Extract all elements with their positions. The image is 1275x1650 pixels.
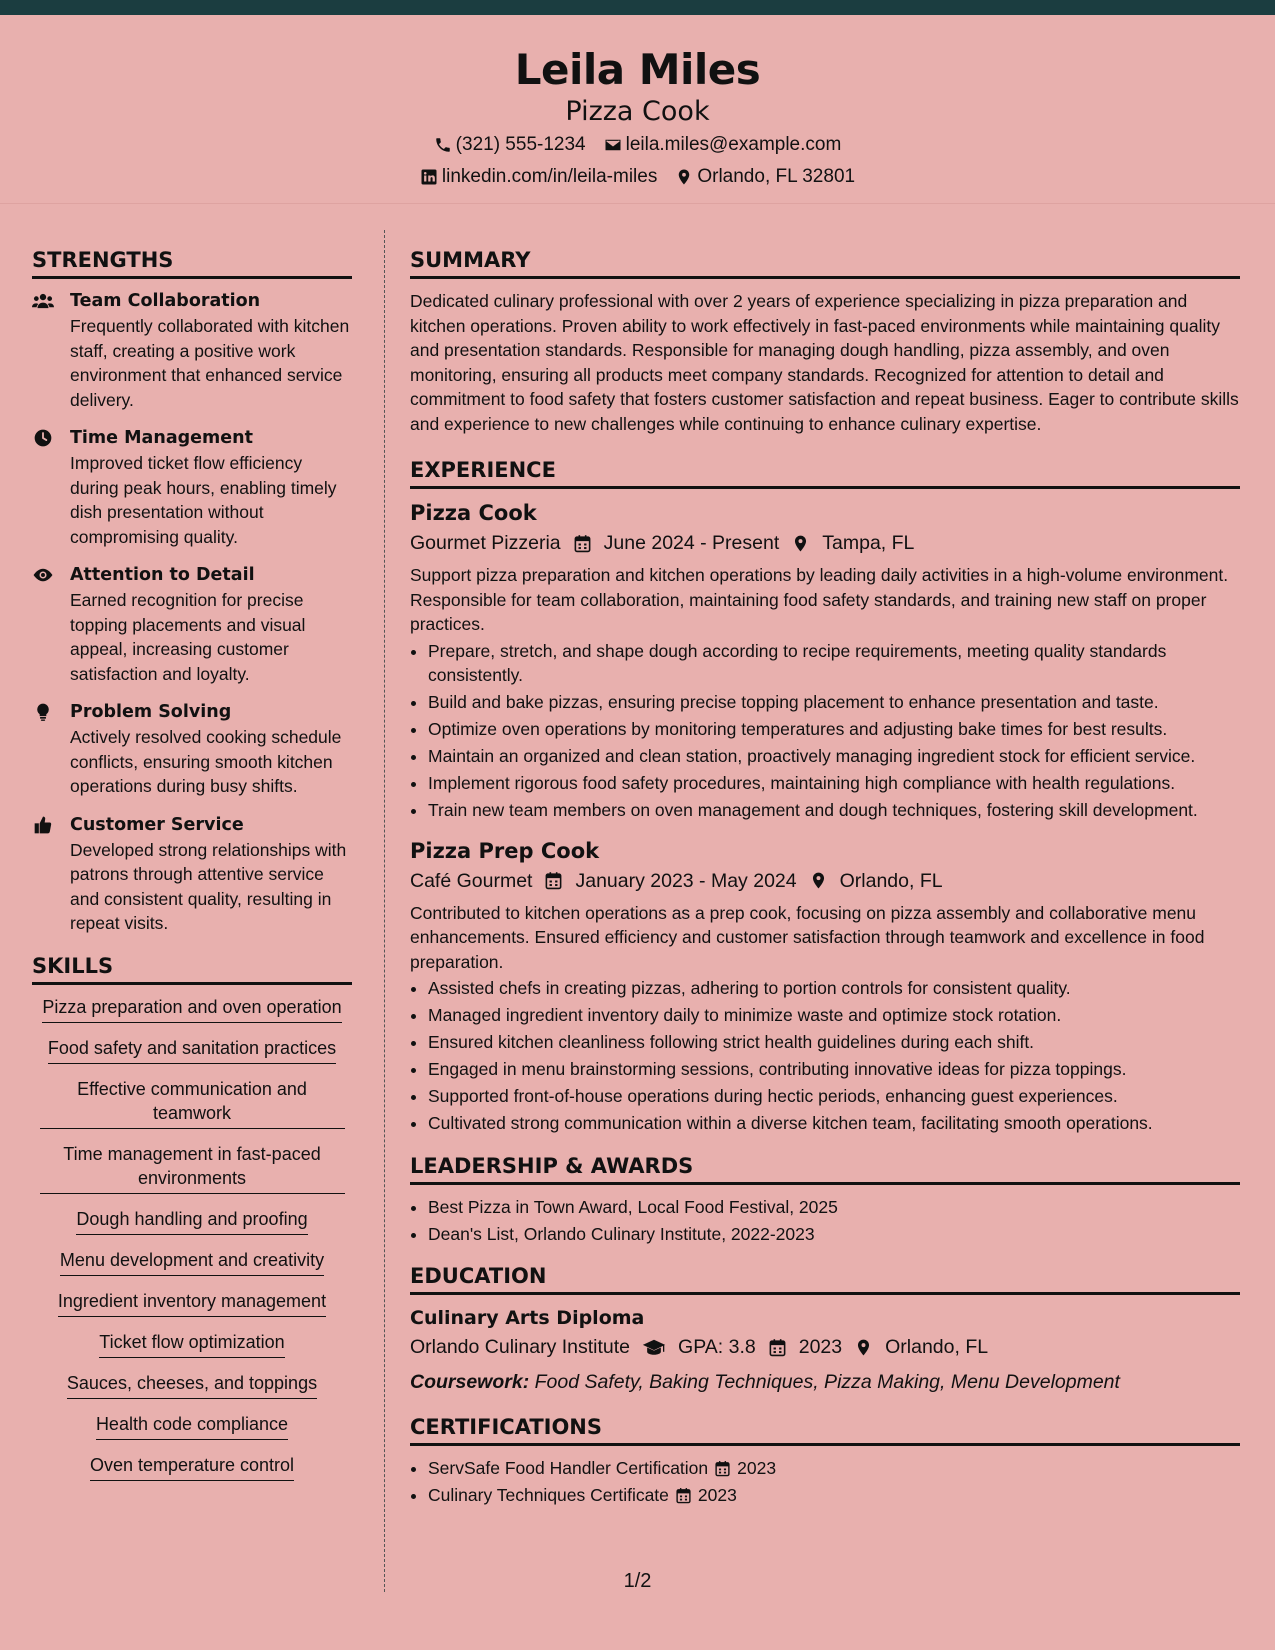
contact-row-2 xyxy=(0,161,1275,193)
job-company: Café Gourmet xyxy=(410,869,533,892)
left-column xyxy=(32,244,352,1494)
strength-item xyxy=(32,289,352,412)
skill-item: Oven temperature control xyxy=(90,1453,294,1481)
certification-name: • ServSafe Food Handler Certification xyxy=(428,1458,709,1478)
skill-item: Effective communication and teamwork xyxy=(40,1077,345,1129)
phone-icon xyxy=(434,136,452,154)
page-number: 1/2 xyxy=(623,1570,652,1592)
bullet-item: • Prepare, stretch, and shape dough according to recipe requirements, meeting quality standards consistently. xyxy=(428,639,1240,688)
contact-row-1 xyxy=(0,129,1275,161)
graduation-cap-icon xyxy=(642,1338,666,1357)
education-heading: EDUCATION xyxy=(410,1260,1240,1295)
certifications-heading: CERTIFICATIONS xyxy=(410,1411,1240,1446)
envelope-icon xyxy=(604,136,622,154)
bullet-item: • Optimize oven operations by monitoring temperatures and adjusting bake times for best results. xyxy=(428,717,1240,742)
bullet-item: • Engaged in menu brainstorming sessions, contributing innovative ideas for pizza toppings. xyxy=(428,1057,1240,1082)
linkedin-text[interactable]: linkedin.com/in/leila-miles xyxy=(441,166,658,187)
coursework-label: Coursework: xyxy=(410,1371,530,1393)
job-title: Pizza Cook xyxy=(410,501,537,525)
map-pin-icon xyxy=(791,534,810,553)
thumbs-up-icon xyxy=(32,815,54,835)
job-location: Orlando, FL xyxy=(839,869,943,892)
job-title: Pizza Prep Cook xyxy=(410,838,600,863)
bullet-item: • Managed ingredient inventory daily to minimize waste and optimize stock rotation. xyxy=(428,1003,1240,1028)
skill-item: Pizza preparation and oven operation xyxy=(42,995,341,1023)
strength-desc: Actively resolved cooking schedule conflicts, ensuring smooth kitchen operations during busy shifts. xyxy=(70,727,342,796)
strengths-heading: STRENGTHS xyxy=(32,244,352,279)
award-item: • Dean's List, Orlando Culinary Institute, 2022-2023 xyxy=(428,1222,1240,1247)
skill-item: Sauces, cheeses, and toppings xyxy=(67,1371,317,1399)
skill-item: Time management in fast-paced environments xyxy=(40,1142,345,1194)
skill-item: Menu development and creativity xyxy=(60,1248,324,1276)
strength-desc: Frequently collaborated with kitchen staff, creating a positive work environment that enhanced service delivery. xyxy=(70,316,350,410)
resume-header xyxy=(0,15,1275,204)
right-column xyxy=(410,244,1240,1522)
strength-item xyxy=(32,700,352,799)
job-location: Tampa, FL xyxy=(822,532,915,554)
strength-item xyxy=(32,813,352,936)
school-name: Orlando Culinary Institute xyxy=(410,1336,631,1358)
awards-list xyxy=(410,1195,1240,1247)
job-company: Gourmet Pizzeria xyxy=(410,532,561,554)
skill-item: Ingredient inventory management xyxy=(58,1289,326,1317)
education-year: 2023 xyxy=(798,1336,843,1358)
skills-list xyxy=(32,995,352,1494)
calendar-icon xyxy=(544,871,563,890)
gpa: GPA: 3.8 xyxy=(678,1336,756,1358)
certification-year: 2023 xyxy=(737,1458,777,1478)
eye-icon xyxy=(32,565,54,585)
bullet-item: • Ensured kitchen cleanliness following strict health guidelines during each shift. xyxy=(428,1030,1240,1055)
bullet-item: • Train new team members on oven management and dough techniques, fostering skill development. xyxy=(428,798,1240,823)
job-dates: January 2023 - May 2024 xyxy=(575,869,797,892)
strength-title: Attention to Detail xyxy=(70,565,255,585)
bullet-item: • Assisted chefs in creating pizzas, adhering to portion controls for consistent quality. xyxy=(428,976,1240,1001)
certification-name: • Culinary Techniques Certificate xyxy=(428,1485,669,1505)
summary-text: Dedicated culinary professional with over 2 years of experience specializing in pizza preparation and kitchen operations. Proven ability to work effectively in fast-paced environments while maintaining quality and presentation standards. Responsible for managing dough handling, pizza assembly, and oven monitoring, ensuring all products meet company standards. Recognized for attention to detail and commitment to food safety that fosters customer satisfaction and repeat business. Eager to contribute skills and experience to new challenges while continuing to enhance culinary expertise. xyxy=(410,291,1239,434)
skill-item: Ticket flow optimization xyxy=(99,1330,284,1358)
award-item: • Best Pizza in Town Award, Local Food Festival, 2025 xyxy=(428,1195,1240,1220)
contact-linkedin[interactable] xyxy=(420,161,657,193)
skill-item: Health code compliance xyxy=(96,1412,288,1440)
email-text[interactable]: leila.miles@example.com xyxy=(625,134,842,155)
job-meta xyxy=(410,865,1240,897)
job-description: Support pizza preparation and kitchen operations by leading daily activities in a high-volume environment. Responsible for team collaboration, maintaining food safety standards, and training new staff on proper practices. xyxy=(410,565,1229,634)
education-meta xyxy=(410,1331,1240,1363)
location-text: Orlando, FL 32801 xyxy=(697,166,856,187)
linkedin-icon xyxy=(420,168,438,186)
job-dates: June 2024 - Present xyxy=(603,532,780,554)
map-pin-icon xyxy=(854,1338,873,1357)
job-entry xyxy=(410,837,1240,1136)
summary-heading: SUMMARY xyxy=(410,244,1240,279)
skill-item: Food safety and sanitation practices xyxy=(48,1036,336,1064)
candidate-name: Leila Miles xyxy=(514,45,761,94)
certification-year: 2023 xyxy=(697,1485,737,1505)
strength-item xyxy=(32,426,352,549)
top-accent-bar xyxy=(0,0,1275,15)
calendar-icon xyxy=(573,534,592,553)
column-divider xyxy=(384,230,385,1592)
job-bullets xyxy=(410,976,1240,1136)
coursework xyxy=(410,1367,1240,1397)
degree-title: Culinary Arts Diploma xyxy=(410,1307,645,1329)
strength-desc: Improved ticket flow efficiency during peak hours, enabling timely dish presentation without compromising quality. xyxy=(70,453,337,547)
bullet-item: • Build and bake pizzas, ensuring precise topping placement to enhance presentation and taste. xyxy=(428,690,1240,715)
strength-title: Team Collaboration xyxy=(70,291,261,311)
calendar-icon xyxy=(714,1460,731,1477)
bullet-item: • Supported front-of-house operations during hectic periods, enhancing guest experiences. xyxy=(428,1084,1240,1109)
strength-title: Time Management xyxy=(70,428,253,448)
strength-desc: Developed strong relationships with patrons through attentive service and consistent quality, resulting in repeat visits. xyxy=(70,839,347,933)
awards-heading: LEADERSHIP & AWARDS xyxy=(410,1150,1240,1185)
clock-icon xyxy=(32,428,54,448)
job-meta xyxy=(410,527,1240,559)
phone-text: (321) 555-1234 xyxy=(455,134,586,155)
strength-title: Problem Solving xyxy=(70,702,232,722)
lightbulb-icon xyxy=(32,702,54,722)
bullet-item: • Maintain an organized and clean station, proactively managing ingredient stock for efficient service. xyxy=(428,744,1240,769)
job-bullets xyxy=(410,639,1240,823)
coursework-text: Food Safety, Baking Techniques, Pizza Making, Menu Development xyxy=(534,1371,1120,1393)
certifications-list xyxy=(410,1456,1240,1508)
experience-heading: EXPERIENCE xyxy=(410,454,1240,489)
map-pin-icon xyxy=(809,871,828,890)
education-location: Orlando, FL xyxy=(885,1336,989,1358)
skills-heading: SKILLS xyxy=(32,950,352,985)
strength-desc: Earned recognition for precise topping placements and visual appeal, increasing customer satisfaction and loyalty. xyxy=(70,590,306,684)
job-entry xyxy=(410,499,1240,823)
bullet-item: • Cultivated strong communication within a diverse kitchen team, facilitating smooth operations. xyxy=(428,1111,1240,1136)
calendar-icon xyxy=(675,1487,692,1504)
calendar-icon xyxy=(768,1338,787,1357)
map-pin-icon xyxy=(675,168,693,186)
bullet-item: • Implement rigorous food safety procedures, maintaining high compliance with health regulations. xyxy=(428,771,1240,796)
job-description: Contributed to kitchen operations as a prep cook, focusing on pizza assembly and collaborative menu enhancements. Ensured efficiency and customer satisfaction through teamwork and excellence in food preparation. xyxy=(410,902,1205,972)
strength-title: Customer Service xyxy=(70,814,244,835)
strength-item xyxy=(32,563,352,686)
contact-phone xyxy=(434,129,586,161)
candidate-title: Pizza Cook xyxy=(565,96,710,127)
contact-location xyxy=(675,161,855,193)
certification-item xyxy=(428,1456,1240,1481)
skill-item: Dough handling and proofing xyxy=(76,1207,307,1235)
users-icon xyxy=(32,291,54,311)
contact-email[interactable] xyxy=(604,129,842,161)
certification-item xyxy=(428,1483,1240,1508)
